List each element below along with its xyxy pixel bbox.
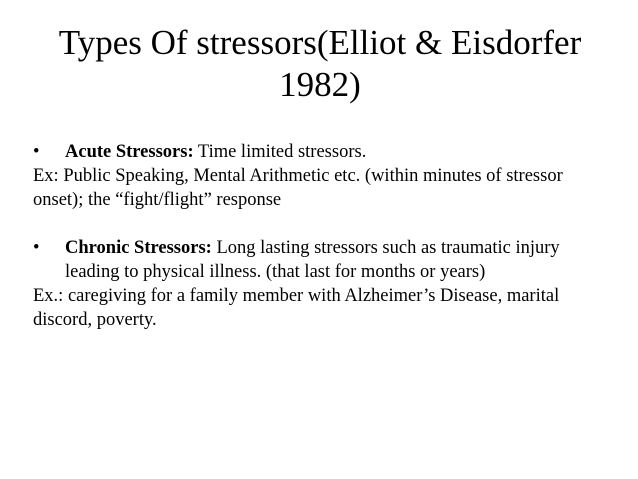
slide-body [33, 140, 608, 332]
example-text: Ex: Public Speaking, Mental Arithmetic etc. (within minutes of stressor onset); the “fight/flight” response [33, 166, 563, 210]
bullet-term: Chronic Stressors: [65, 238, 212, 258]
bullet-description: Time limited stressors. [193, 142, 367, 162]
title-line-2: 1982) [279, 65, 361, 104]
bullet-item-acute [33, 140, 608, 164]
bullet-description: Long lasting stressors such as traumatic injury leading to physical illness. (that last for months or years) [65, 238, 560, 282]
bullet-icon: • [33, 142, 40, 162]
slide-title [30, 22, 610, 106]
bullet-item-chronic [33, 236, 608, 284]
spacer [33, 212, 608, 236]
bullet-icon: • [33, 238, 40, 258]
title-line-1: Types Of stressors(Elliot & Eisdorfer [58, 23, 582, 62]
example-text: Ex.: caregiving for a family member with Alzheimer’s Disease, marital discord, poverty. [33, 286, 560, 330]
bullet-term: Acute Stressors: [65, 142, 194, 162]
